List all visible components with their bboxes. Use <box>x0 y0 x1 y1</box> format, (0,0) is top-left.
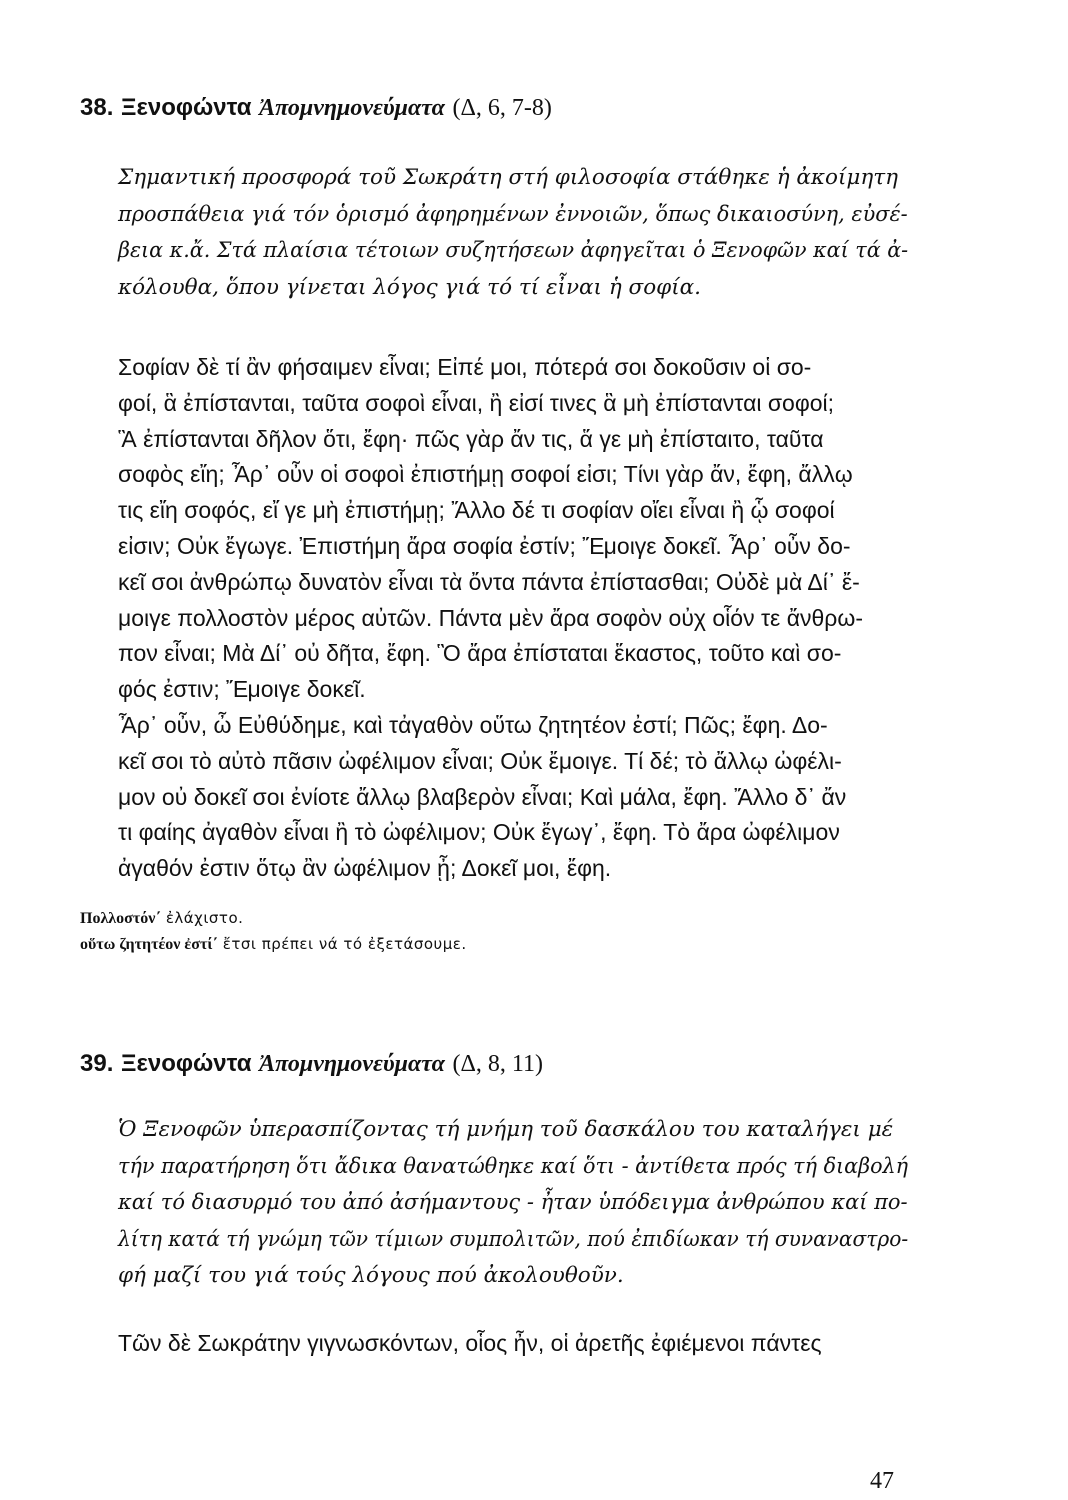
section-number: 38. <box>80 94 114 121</box>
greek-line: τις εἴη σοφός, εἴ γε μὴ ἐπιστήμῃ; Ἄλλο δέ τι σοφίαν οἴει εἶναι ἢ ᾧ σοφοί <box>118 497 835 524</box>
glossary-definition: ἔτσι πρέπει νά τό ἐξετάσουμε. <box>222 935 467 953</box>
section-39-intro <box>118 1112 908 1295</box>
section-work-title: Ἀπομνημονεύματα <box>259 1051 445 1077</box>
greek-line: Ἃ ἐπίστανται δῆλον ὅτι, ἔφη· πῶς γὰρ ἄν τις, ἅ γε μὴ ἐπίσταιτο, ταῦτα <box>118 425 824 452</box>
section-author: Ξενοφώντα <box>121 1050 252 1077</box>
greek-line: κεῖ σοι ἀνθρώπῳ δυνατὸν εἶναι τὰ ὄντα πάντα ἐπίστασθαι; Οὐδὲ μὰ Δί᾽ ἔ- <box>118 568 860 595</box>
intro-line: φή μαζί του γιά τούς λόγους πού ἀκολουθοῦν. <box>118 1263 624 1288</box>
glossary-term: οὕτω ζητητέον ἐστί΄ <box>80 936 218 953</box>
section-39-greek-text <box>118 1326 908 1362</box>
glossary-notes <box>80 905 467 957</box>
section-number: 39. <box>80 1050 114 1077</box>
greek-line: φός ἐστιν; Ἔμοιγε δοκεῖ. <box>118 676 366 703</box>
intro-line: προσπάθεια γιά τόν ὁρισμό ἀφηρημένων ἐννοιῶν, ὅπως δικαιοσύνη, εὐσέ- <box>118 201 908 227</box>
greek-line: Τῶν δὲ Σωκράτην γιγνωσκόντων, οἷος ἦν, οἱ ἀρετῆς ἐφιέμενοι πάντες <box>118 1330 822 1356</box>
greek-line: τι φαίης ἀγαθὸν εἶναι ἢ τὸ ὠφέλιμον; Οὐκ ἔγωγ᾽, ἔφη. Τὸ ἄρα ὠφέλιμον <box>118 819 840 846</box>
greek-line: μον οὐ δοκεῖ σοι ἐνίοτε ἄλλῳ βλαβερὸν εἶναι; Καὶ μάλα, ἔφη. Ἄλλο δ᾽ ἄν <box>118 783 847 810</box>
glossary-term: Πολλοστόν΄ <box>80 910 161 927</box>
greek-line: φοί, ἃ ἐπίστανται, ταῦτα σοφοὶ εἶναι, ἢ εἰσί τινες ἃ μὴ ἐπίστανται σοφοί; <box>118 389 835 416</box>
page-number: 47 <box>870 1468 894 1494</box>
section-work-title: Ἀπομνημονεύματα <box>259 95 445 121</box>
intro-line: λίτη κατά τή γνώμη τῶν τίμιων συμπολιτῶν, πού ἐπιδίωκαν τή συναναστρο- <box>118 1226 909 1252</box>
greek-line: Ἆρ᾽ οὖν, ὦ Εὐθύδημε, καὶ τἀγαθὸν οὕτω ζητητέον ἐστί; Πῶς; ἔφη. Δο- <box>118 712 828 738</box>
section-39-heading <box>80 1048 543 1079</box>
intro-line: καί τό διασυρμό του ἀπό ἀσήμαντους - ἦταν ὑπόδειγμα ἀνθρώπου καί πο- <box>118 1190 908 1215</box>
section-reference: (Δ, 8, 11) <box>452 1051 544 1077</box>
greek-line: Σοφίαν δὲ τί ἂν φήσαιμεν εἶναι; Εἰπέ μοι, πότερά σοι δοκοῦσιν οἱ σο- <box>118 354 812 380</box>
intro-line: Ὁ Ξενοφῶν ὑπερασπίζοντας τή μνήμη τοῦ δασκάλου του καταλήγει μέ <box>118 1117 894 1142</box>
glossary-definition: ἐλάχιστο. <box>165 909 244 927</box>
greek-line: μοιγε πολλοστὸν μέρος αὐτῶν. Πάντα μὲν ἄρα σοφὸν οὐχ οἷόν τε ἄνθρω- <box>118 604 863 631</box>
section-38-heading <box>80 92 552 123</box>
intro-line: τήν παρατήρηση ὅτι ἄδικα θανατώθηκε καί ὅτι - ἀντίθετα πρός τή διαβολή <box>118 1153 909 1179</box>
greek-line: πον εἶναι; Μὰ Δί᾽ οὐ δῆτα, ἔφη. Ὃ ἄρα ἐπίσταται ἕκαστος, τοῦτο καὶ σο- <box>118 640 842 667</box>
intro-line: κόλουθα, ὅπου γίνεται λόγος γιά τό τί εἶναι ἡ σοφία. <box>118 274 701 300</box>
greek-line: εἰσιν; Οὐκ ἔγωγε. Ἐπιστήμη ἄρα σοφία ἐστίν; Ἔμοιγε δοκεῖ. Ἆρ᾽ οὖν δο- <box>118 532 851 559</box>
greek-line: σοφὸς εἴη; Ἆρ᾽ οὖν οἱ σοφοὶ ἐπιστήμῃ σοφοί εἰσι; Τίνι γὰρ ἄν, ἔφη, ἄλλῳ <box>118 461 853 488</box>
intro-line: βεια κ.ἄ. Στά πλαίσια τέτοιων συζητήσεων ἀφηγεῖται ὁ Ξενοφῶν καί τά ἀ- <box>118 238 909 263</box>
greek-line: ἀγαθόν ἐστιν ὅτῳ ἂν ὠφέλιμον ᾖ; Δοκεῖ μοι, ἔφη. <box>118 855 612 882</box>
section-author: Ξενοφώντα <box>121 94 252 121</box>
glossary-entry <box>80 931 467 957</box>
intro-line: Σημαντική προσφορά τοῦ Σωκράτη στή φιλοσοφία στάθηκε ἡ ἀκοίμητη <box>118 165 899 190</box>
section-reference: (Δ, 6, 7-8) <box>452 95 552 121</box>
glossary-entry <box>80 905 467 931</box>
section-38-intro <box>118 160 908 306</box>
section-38-greek-text-2 <box>118 708 908 887</box>
greek-line: κεῖ σοι τὸ αὐτὸ πᾶσιν ὠφέλιμον εἶναι; Οὐκ ἔμοιγε. Τί δέ; τὸ ἄλλῳ ὠφέλι- <box>118 747 842 774</box>
section-38-greek-text <box>118 350 908 708</box>
